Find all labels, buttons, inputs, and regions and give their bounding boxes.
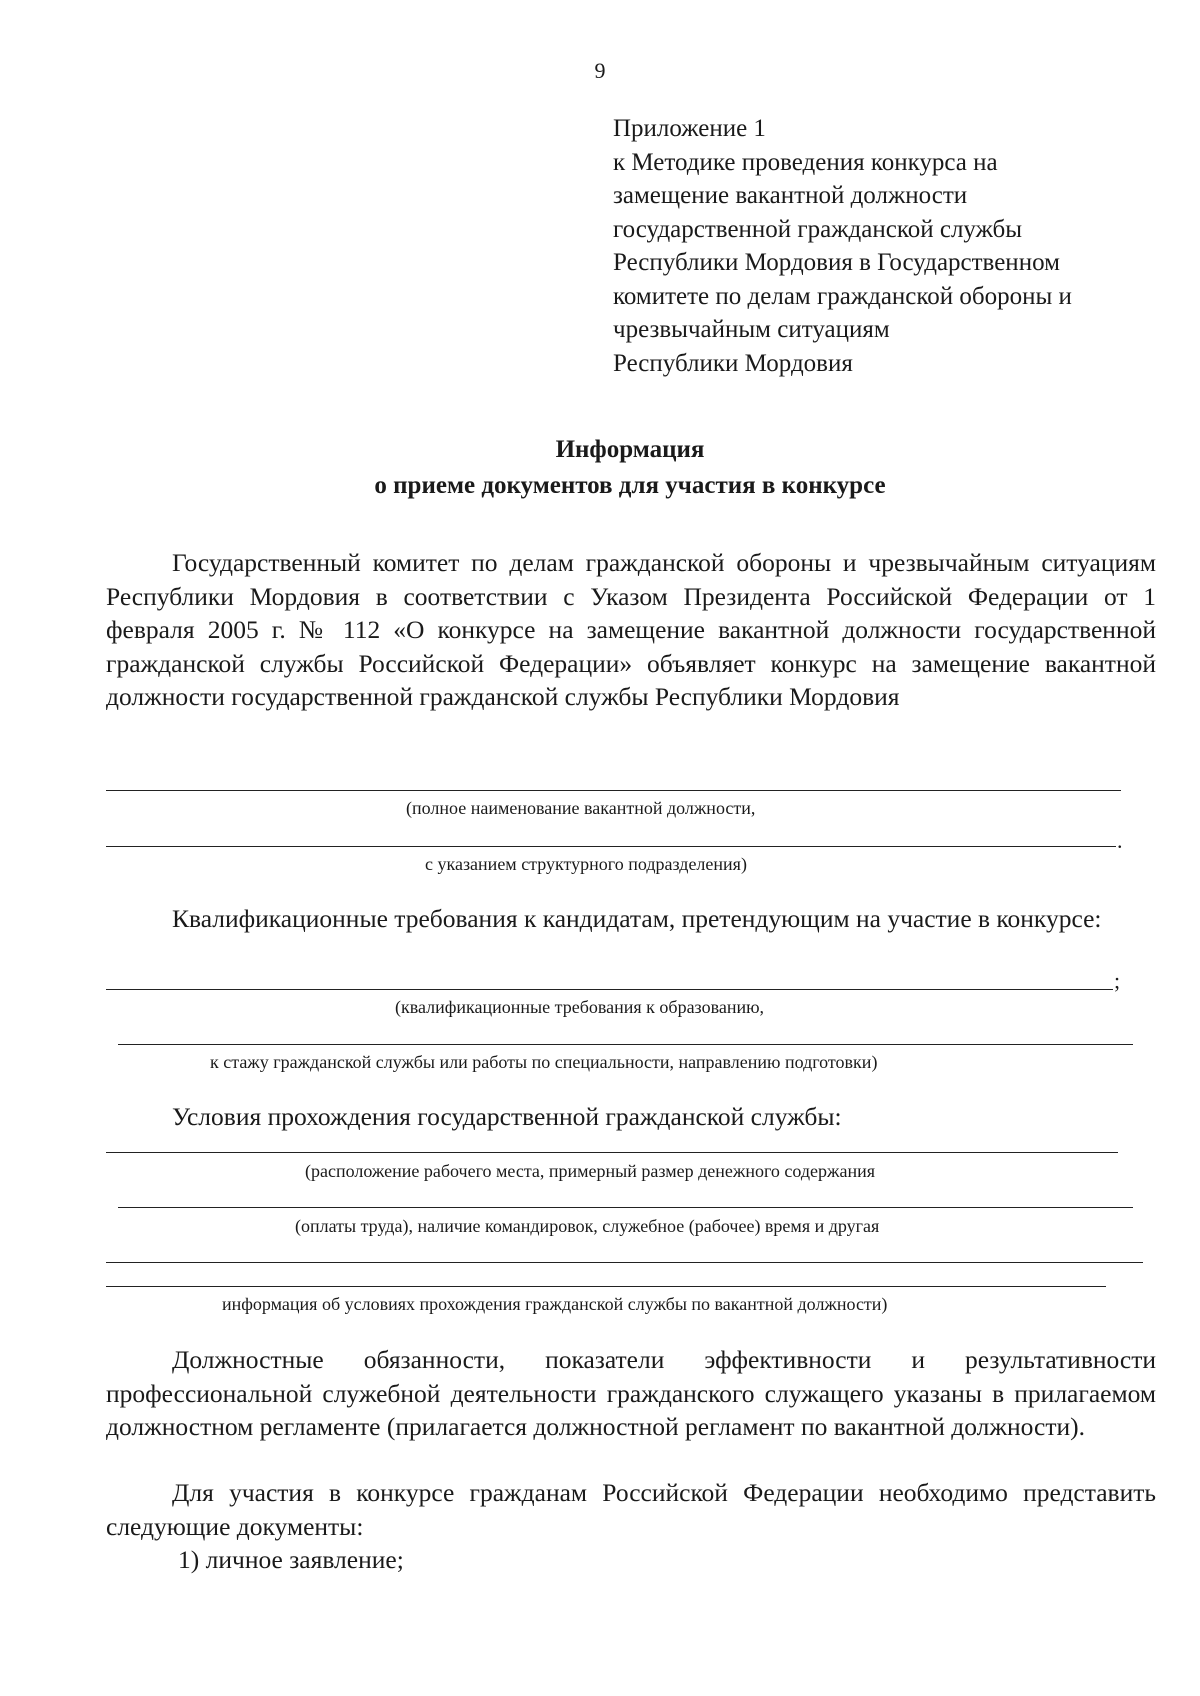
appendix-line: комитете по делам гражданской обороны и	[613, 282, 1072, 310]
qualification-caption-2: к стажу гражданской службы или работы по специальности, направлению подготовки)	[210, 1052, 878, 1072]
conditions-fill-line-2	[118, 1207, 1133, 1208]
appendix-line: Республики Мордовия в Государственном	[613, 249, 1060, 276]
page-number: 9	[594, 58, 606, 83]
duties-paragraph: Должностные обязанности, показатели эффективности и результативности профессиональной служебной деятельности гражданского служащего указаны в прилагаемом должностном регламенте (прилагается должностной регламент по вакантной должности).	[106, 1345, 1156, 1441]
appendix-line: чрезвычайным ситуациям	[613, 316, 890, 343]
conditions-fill-line-3	[106, 1262, 1143, 1263]
conditions-heading: Условия прохождения государственной гражданской службы:	[172, 1102, 842, 1131]
appendix-line: государственной гражданской службы	[613, 215, 1023, 243]
qualification-caption-1: (квалификационные требования к образованию,	[395, 997, 765, 1017]
position-name-fill-line	[106, 790, 1121, 791]
intro-paragraph: Государственный комитет по делам гражданской обороны и чрезвычайным ситуациям Республики Мордовия в соответствии с Указом Президента Российской Федерации от 1 февраля 2005 г. № 112 «О конкурсе на замещение вакантной должности государственной гражданской службы Российской Федерации» объявляет конкурс на замещение вакантной должности государственной гражданской службы Республики Мордовия	[106, 548, 1156, 711]
conditions-caption-1: (расположение рабочего места, примерный размер денежного содержания	[305, 1161, 875, 1181]
documents-list-item: 1) личное заявление;	[178, 1545, 404, 1574]
document-title: Информация	[555, 436, 705, 463]
documents-paragraph: Для участия в конкурсе гражданам Российской Федерации необходимо представить следующие документы:	[106, 1478, 1156, 1541]
appendix-line: Приложение 1	[613, 115, 766, 142]
qualification-fill-line	[106, 989, 1113, 990]
appendix-line: к Методике проведения конкурса на	[613, 148, 998, 176]
qualification-experience-fill-line	[118, 1044, 1133, 1045]
conditions-caption-2: (оплаты труда), наличие командировок, служебное (рабочее) время и другая	[295, 1216, 880, 1236]
position-caption-1: (полное наименование вакантной должности,	[406, 798, 756, 818]
position-caption-2: с указанием структурного подразделения)	[425, 854, 747, 874]
appendix-line: замещение вакантной должности	[613, 182, 968, 209]
document-subtitle: о приеме документов для участия в конкурсе	[374, 472, 886, 499]
conditions-fill-line-4	[106, 1286, 1106, 1287]
conditions-fill-line-1	[106, 1152, 1118, 1153]
qualification-end-mark: ;	[1114, 968, 1121, 993]
qualification-heading: Квалификационные требования к кандидатам, претендующим на участие в конкурсе:	[172, 904, 1102, 933]
position-end-mark: .	[1117, 828, 1123, 853]
conditions-caption-3: информация об условиях прохождения гражданской службы по вакантной должности)	[222, 1294, 888, 1314]
position-subdivision-fill-line	[106, 846, 1116, 847]
appendix-line: Республики Мордовия	[613, 349, 853, 377]
appendix-note	[613, 112, 1173, 380]
